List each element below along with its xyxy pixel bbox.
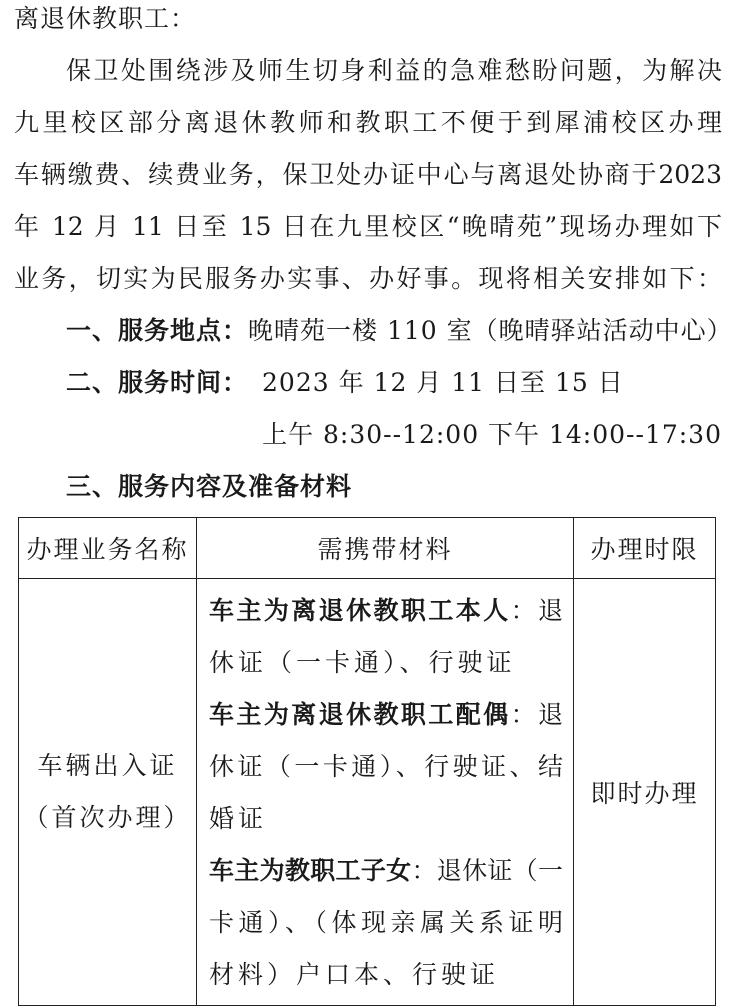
section-3-heading: 三、服务内容及准备材料	[66, 472, 353, 501]
service-location	[14, 314, 733, 348]
materials-owner-child-tail: ：退休证（一	[411, 856, 563, 885]
intro-line-2: 九里校区部分离退休教师和教职工不便于到犀浦校区办理	[14, 108, 722, 137]
materials-owner-self-tail: ：退	[510, 596, 563, 625]
intro-line-5: 业务，切实为民服务办实事、办好事。现将相关安排如下：	[14, 264, 722, 293]
time-heading: 二、服务时间：	[66, 368, 249, 397]
table-header-row	[19, 518, 716, 579]
materials-owner-spouse-tail: ：退	[510, 700, 563, 729]
intro-line-1: 保卫处围绕涉及师生切身利益的急难愁盼问题，为解决	[66, 56, 722, 85]
table-row	[19, 579, 716, 1006]
intro-line-4: 年 12 月 11 日至 15 日在九里校区“晚晴苑”现场办理如下	[14, 212, 722, 241]
business-name-line-2: （首次办理）	[23, 803, 192, 832]
header-time-limit: 办理时限	[574, 518, 716, 579]
materials-owner-child-line-3: 材料）户口本、行驶证	[209, 960, 500, 989]
service-time	[14, 366, 722, 400]
location-heading: 一、服务地点：	[66, 316, 249, 345]
materials-owner-self-label: 车主为离退休教职工本人	[209, 596, 511, 625]
service-table	[18, 517, 716, 1006]
intro-line-3: 车辆缴费、续费业务，保卫处办证中心与离退处协商于2023	[14, 160, 722, 189]
materials-owner-spouse	[209, 689, 563, 741]
business-name-line-1: 车辆出入证	[37, 751, 178, 780]
materials-owner-spouse-line-3: 婚证	[209, 804, 268, 833]
location-value: 晚晴苑一楼 110 室（晚晴驿站活动中心）	[248, 316, 733, 345]
materials-owner-spouse-line-2: 休证（一卡通）、行驶证、结	[209, 752, 563, 781]
header-materials: 需携带材料	[197, 518, 574, 579]
materials-cell	[197, 579, 574, 1006]
time-hours: 上午 8:30--12:00 下午 14:00--17:30	[262, 420, 722, 449]
salutation: 离退休教职工：	[14, 4, 197, 33]
materials-owner-child	[209, 845, 563, 897]
header-business-name: 办理业务名称	[19, 518, 197, 579]
materials-owner-self-line-2: 休证（一卡通）、行驶证	[209, 648, 516, 677]
materials-owner-self	[209, 585, 563, 637]
business-name-cell	[19, 579, 197, 1006]
time-limit-cell: 即时办理	[574, 579, 716, 1006]
materials-owner-child-line-2: 卡通）、（体现亲属关系证明	[209, 908, 563, 937]
time-dates: 2023 年 12 月 11 日至 15 日	[262, 368, 624, 397]
materials-owner-spouse-label: 车主为离退休教职工配偶	[209, 700, 511, 729]
materials-owner-child-label: 车主为教职工子女	[209, 856, 412, 885]
